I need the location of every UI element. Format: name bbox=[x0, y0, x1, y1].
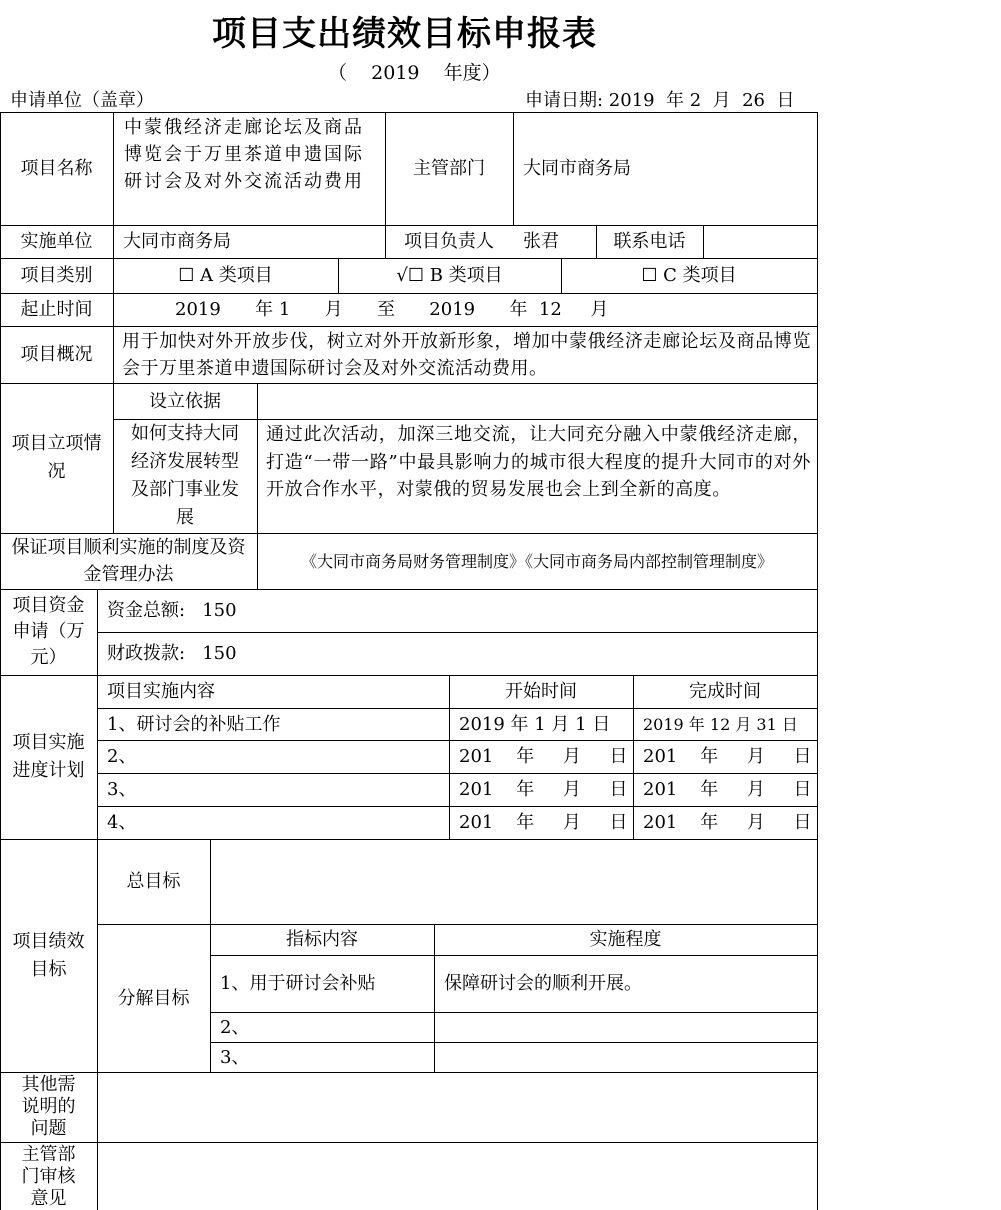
category-b-option[interactable]: √☐ B 类项目 bbox=[396, 265, 503, 286]
phone-label: 联系电话 bbox=[613, 231, 686, 252]
impl-unit-value: 大同市商务局 bbox=[123, 231, 231, 252]
support-value: 通过此次活动，加深三地交流，让大同充分融入中蒙俄经济走廊，打造“一带一路”中最具影响力的城市很大程度的提升大同市的对外开放合作水平，对蒙俄的贸易发展也会上到全新的高度。 bbox=[266, 424, 811, 500]
schedule-header-content: 项目实施内容 bbox=[107, 681, 215, 702]
funding-label-text: 项目资金申请（万元） bbox=[12, 595, 85, 668]
applicant-unit-label: 申请单位（盖章） bbox=[10, 90, 154, 111]
schedule-row-end: 201 年 月 日 bbox=[643, 779, 812, 800]
indicator-cell: 1、用于研讨会补贴 bbox=[220, 973, 376, 994]
basis-value bbox=[257, 383, 817, 419]
support-label-text: 如何支持大同经济发展转型及部门事业发展 bbox=[131, 423, 239, 528]
schedule-header-end: 完成时间 bbox=[689, 681, 761, 702]
schedule-row-end: 201 年 月 日 bbox=[643, 812, 812, 833]
overview-label: 项目概况 bbox=[20, 344, 93, 365]
review-value bbox=[97, 1142, 817, 1210]
schedule-row-content: 1、研讨会的补贴工作 bbox=[107, 713, 281, 735]
performance-label bbox=[0, 839, 97, 1072]
establishment-label bbox=[0, 383, 113, 533]
schedule-row-end: 201 年 月 日 bbox=[643, 746, 812, 767]
schedule-row-start: 201 年 月 日 bbox=[459, 779, 628, 800]
overall-goal-value bbox=[210, 839, 817, 924]
schedule-label-text: 项目实施进度计划 bbox=[12, 732, 85, 781]
category-label: 项目类别 bbox=[20, 265, 93, 286]
period-label: 起止时间 bbox=[20, 299, 93, 320]
other-label bbox=[0, 1072, 97, 1142]
category-c-option[interactable]: ☐ C 类项目 bbox=[641, 265, 737, 286]
apply-date: 申请日期: 2019 年 2 月 26 日 bbox=[525, 90, 795, 111]
funding-fiscal: 财政拨款: 150 bbox=[107, 643, 237, 664]
degree-cell bbox=[434, 1012, 817, 1042]
dept-value: 大同市商务局 bbox=[523, 158, 631, 179]
overview-value: 用于加快对外开放步伐，树立对外开放新形象，增加中蒙俄经济走廊论坛及商品博览会于万里茶道申遗国际研讨会及对外交流活动费用。 bbox=[122, 331, 811, 379]
schedule-row-end: 2019 年 12 月 31 日 bbox=[643, 714, 798, 734]
project-name-value: 中蒙俄经济走廊论坛及商品博览会于万里茶道申遗国际研讨会及对外交流活动费用 bbox=[124, 117, 364, 192]
schedule-row-content: 2、 bbox=[107, 746, 137, 767]
other-value bbox=[97, 1072, 817, 1142]
funding-label bbox=[0, 589, 97, 675]
review-label-text: 主管部门审核意见 bbox=[21, 1144, 76, 1209]
schedule-row-content: 3、 bbox=[107, 779, 137, 800]
category-a-option[interactable]: ☐ A 类项目 bbox=[178, 265, 273, 286]
project-name-label: 项目名称 bbox=[20, 158, 93, 179]
form-title: 项目支出绩效目标申报表 bbox=[212, 14, 597, 54]
period-value: 2019 年 1 月 至 2019 年 12 月 bbox=[175, 299, 609, 320]
year-line: （ 2019 年度） bbox=[328, 62, 501, 84]
leader-value: 张君 bbox=[523, 231, 559, 252]
degree-header: 实施程度 bbox=[589, 929, 662, 950]
basis-label: 设立依据 bbox=[149, 390, 221, 412]
other-label-text: 其他需说明的问题 bbox=[21, 1074, 76, 1139]
schedule-row-content: 4、 bbox=[107, 812, 137, 833]
degree-cell: 保障研讨会的顺利开展。 bbox=[444, 973, 642, 994]
phone-value bbox=[703, 225, 817, 258]
leader-label: 项目负责人 bbox=[404, 231, 494, 252]
establishment-label-text: 项目立项情况 bbox=[11, 433, 102, 482]
funding-total: 资金总额: 150 bbox=[107, 600, 237, 621]
breakdown-goal-label: 分解目标 bbox=[117, 987, 190, 1009]
indicator-cell: 3、 bbox=[220, 1046, 250, 1068]
schedule-row-start: 201 年 月 日 bbox=[459, 746, 628, 767]
impl-unit-label: 实施单位 bbox=[20, 231, 93, 252]
indicator-header: 指标内容 bbox=[286, 929, 358, 950]
performance-label-text: 项目绩效目标 bbox=[12, 930, 85, 980]
schedule-row-start: 201 年 月 日 bbox=[459, 812, 628, 833]
support-label bbox=[113, 419, 257, 533]
schedule-row-start: 2019 年 1 月 1 日 bbox=[459, 713, 611, 735]
schedule-header-start: 开始时间 bbox=[505, 681, 577, 702]
indicator-cell: 2、 bbox=[220, 1016, 250, 1038]
guarantee-value: 《大同市商务局财务管理制度》《大同市商务局内部控制管理制度》 bbox=[300, 551, 773, 571]
schedule-label bbox=[0, 675, 97, 839]
overall-goal-label: 总目标 bbox=[126, 871, 181, 892]
guarantee-label bbox=[0, 533, 257, 589]
degree-cell bbox=[434, 1042, 817, 1072]
dept-label: 主管部门 bbox=[413, 158, 485, 179]
guarantee-label-text: 保证项目顺利实施的制度及资金管理办法 bbox=[11, 537, 246, 585]
review-label bbox=[0, 1142, 97, 1210]
